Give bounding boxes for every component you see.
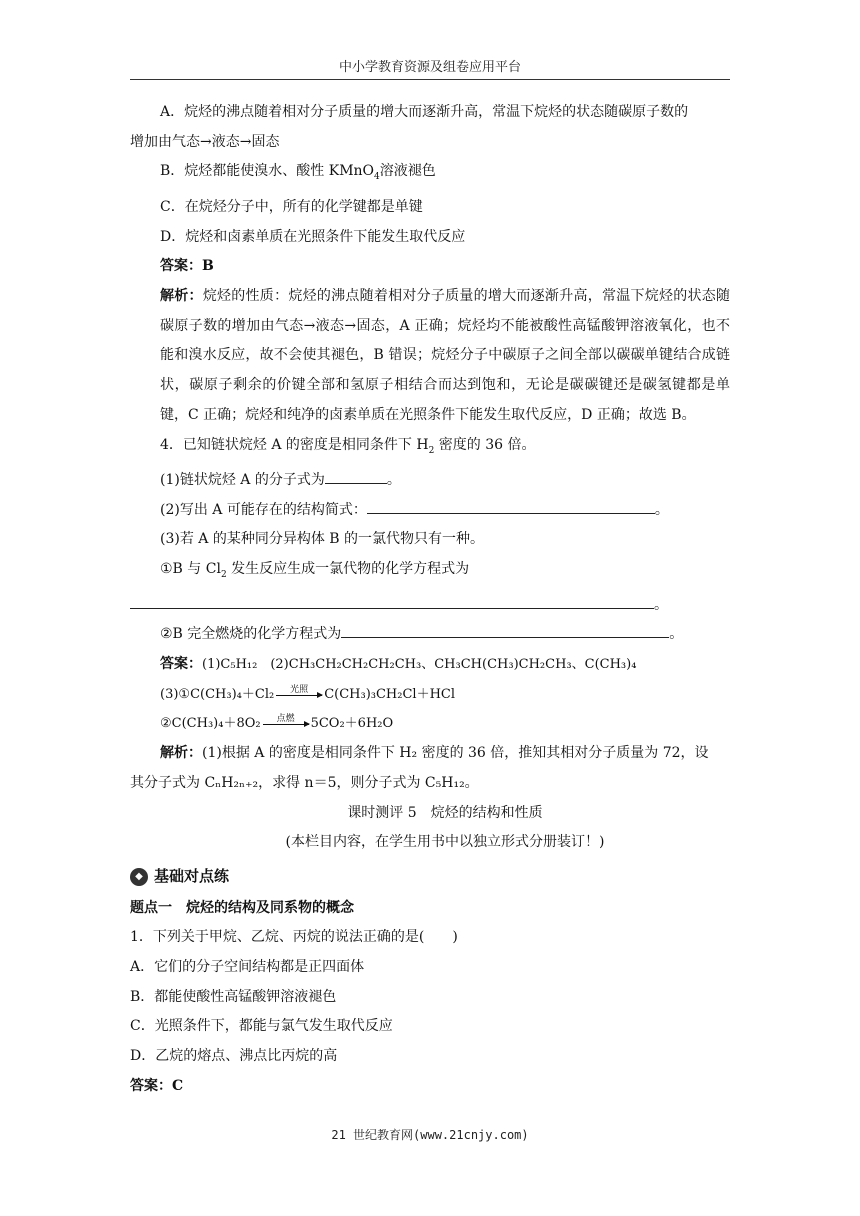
- q1-option-b: B．都能使酸性高锰酸钾溶液褪色: [130, 988, 337, 1005]
- q1-answer: 答案：C: [130, 1077, 184, 1094]
- q4-analysis-line2: 其分子式为 CₙH₂ₙ₊₂，求得 n＝5，则分子式为 C₅H₁₂。: [130, 774, 479, 791]
- answer-blank: [130, 593, 654, 609]
- q3-answer: 答案：B: [160, 258, 214, 275]
- header-divider: [130, 79, 730, 80]
- q4-part1: (1)链状烷烃 A 的分子式为 。: [160, 466, 730, 496]
- page-header: 中小学教育资源及组卷应用平台: [338, 60, 521, 75]
- q4-stem: 4．已知链状烷烃 A 的密度是相同条件下 $H_2$ 密度的 36 倍。: [160, 436, 536, 456]
- q1-option-d: D．乙烷的熔点、沸点比丙烷的高: [130, 1048, 338, 1065]
- lesson-title: 课时测评 5 烷烃的结构和性质: [347, 804, 543, 821]
- q4-part3-sub2: ②B 完全燃烧的化学方程式为 。: [160, 620, 730, 650]
- q3-option-c: C．在烷烃分子中，所有的化学键都是单键: [160, 198, 423, 215]
- q3-option-b: B．烷烃都能使溴水、酸性 KMnO$_4$溶液褪色: [160, 163, 436, 183]
- section-badge-icon: ◆: [130, 868, 148, 886]
- reaction-arrow: 点燃: [263, 714, 309, 725]
- document-body: [130, 98, 731, 1102]
- q1-option-a: A．它们的分子空间结构都是正四面体: [130, 959, 365, 976]
- q4-part3-sub1: ①B 与 $Cl_2$ 发生反应生成一氯代物的化学方程式为: [160, 561, 470, 580]
- page-footer: 21 世纪教育网(www.21cnjy.com): [331, 1128, 529, 1142]
- topic-title: 题点一 烷烃的结构及同系物的概念: [130, 899, 354, 916]
- q1-option-c: C．光照条件下，都能与氯气发生取代反应: [130, 1018, 393, 1035]
- section-banner: [130, 862, 730, 892]
- lesson-note: (本栏目内容，在学生用书中以独立形式分册装订！): [285, 834, 605, 851]
- q4-part2: (2)写出 A 可能存在的结构简式： 。: [160, 496, 730, 526]
- answer-blank: [367, 498, 655, 514]
- q1-stem: 1．下列关于甲烷、乙烷、丙烷的说法正确的是( ): [130, 929, 458, 946]
- q4-answer-line1: 答案：(1)C₅H₁₂ (2)CH₃CH₂CH₂CH₂CH₃、CH₃CH(CH₃)CH₂CH₃、C(CH₃)₄: [160, 656, 637, 673]
- answer-blank: [325, 468, 387, 484]
- q3-option-a-line2: 增加由气态→液态→固态: [130, 133, 280, 150]
- answer-blank: [341, 622, 669, 638]
- q4-answer-eq2: ②C(CH₃)₄＋8O₂ 点燃 5CO₂＋6H₂O: [160, 714, 394, 732]
- q3-analysis: 解析：烷烃的性质：烷烃的沸点随着相对分子质量的增大而逐渐升高，常温下烷烃的状态随碳原子数的增加由气态→液态→固态，A 正确；烷烃均不能被酸性高锰酸钾溶液氧化，也不能和溴水反应，故不会使其褪色，B 错误；烷烃分子中碳原子之间全部以碳碳单键结合成链状，碳原子剩余的价键全部和氢原子相结合而达到饱和，无论是碳碳键还是碳氢键都是单键，C 正确；烷烃和纯净的卤素单质在光照条件下能发生取代反应，D 正确；故选 B。: [160, 288, 731, 423]
- q3-option-d: D．烷烃和卤素单质在光照条件下能发生取代反应: [160, 228, 466, 245]
- q4-part3: (3)若 A 的某种同分异构体 B 的一氯代物只有一种。: [160, 531, 485, 548]
- q4-answer-eq1: (3)①C(CH₃)₄＋Cl₂ 光照 C(CH₃)₃CH₂Cl＋HCl: [160, 684, 456, 702]
- reaction-arrow: 光照: [276, 685, 322, 696]
- section-title: 基础对点练: [154, 866, 230, 885]
- q4-analysis-line1: 解析：(1)根据 A 的密度是相同条件下 H₂ 密度的 36 倍，推知其相对分子质量为 72，设: [160, 745, 709, 762]
- q3-option-a-line1: A．烷烃的沸点随着相对分子质量的增大而逐渐升高，常温下烷烃的状态随碳原子数的: [160, 104, 689, 120]
- q4-part3-sub1-blank: 。: [130, 591, 730, 621]
